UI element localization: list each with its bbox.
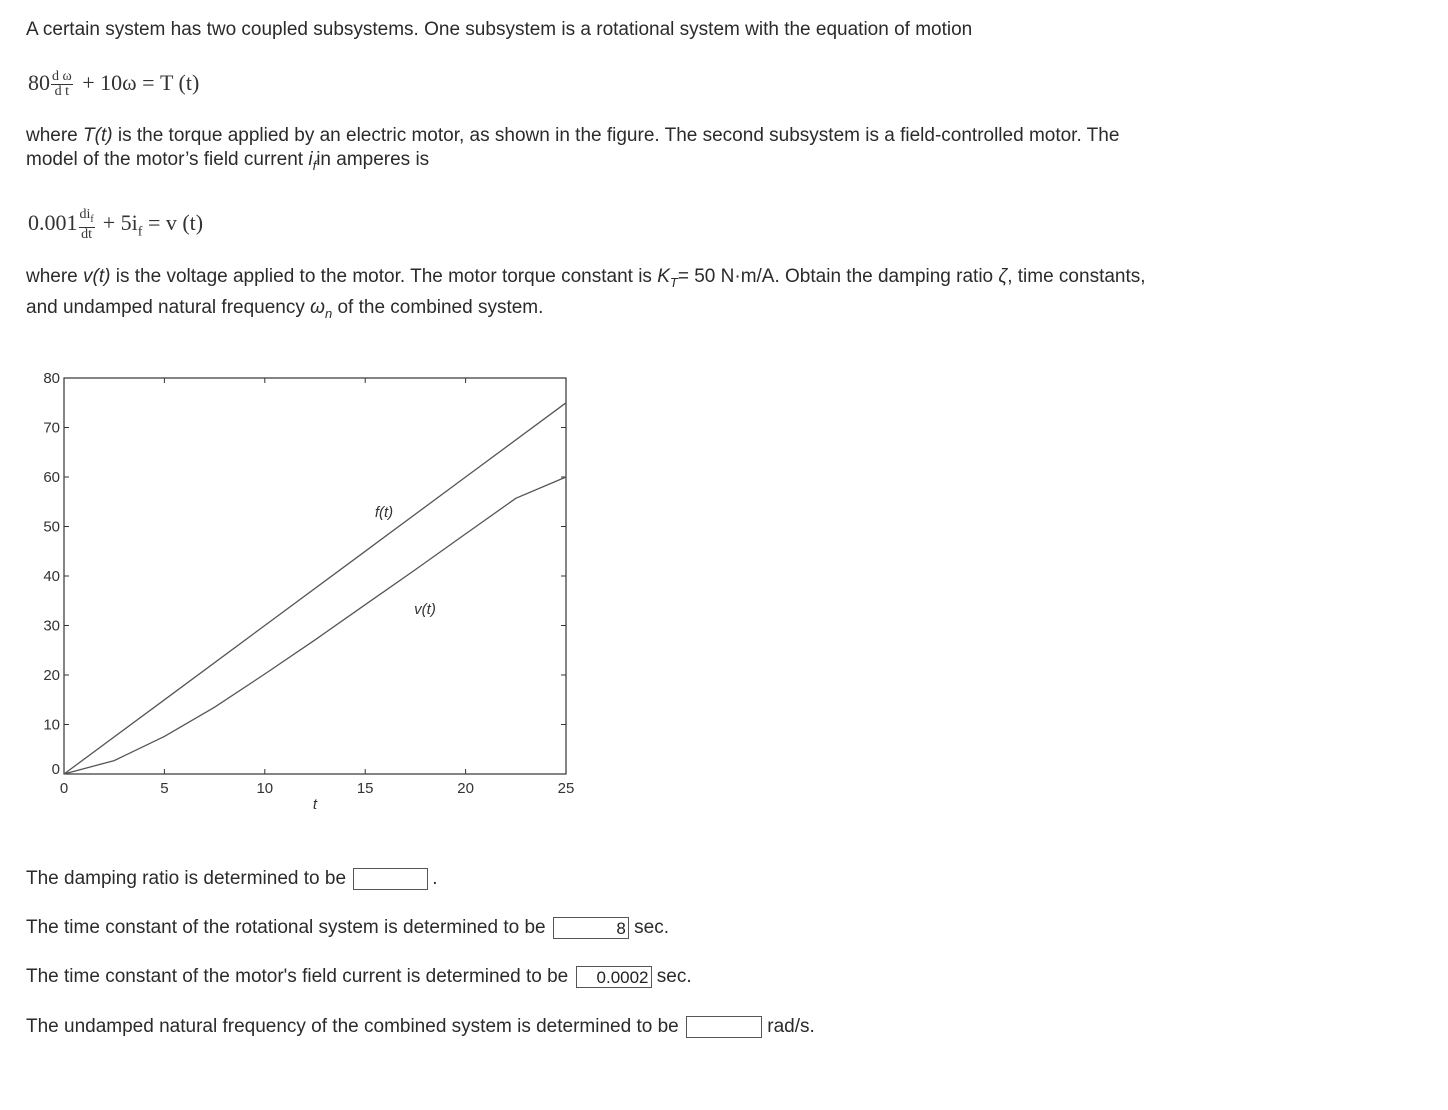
eq2-numerator: $di_f$	[79, 208, 95, 228]
eq2-mid: + 5i	[102, 210, 138, 235]
natural-freq-question: The undamped natural frequency of the combined system is determined to be	[26, 1016, 679, 1037]
answer-row-natural-freq	[26, 1013, 815, 1041]
answer-row-field-tc	[26, 963, 692, 991]
y-tick-label-0: 0	[51, 761, 60, 778]
eq1-rest: + 10ω = T (t)	[82, 70, 200, 95]
series-line-f	[64, 403, 566, 774]
p2-a: where	[26, 125, 84, 146]
p3-omega-symbol: ω	[310, 297, 325, 318]
voltage-paragraph-line1	[26, 265, 1146, 295]
eq1-numerator: d ω	[52, 69, 72, 85]
p2-current-subscript: f	[312, 157, 317, 173]
eq2-coefficient: 0.001	[28, 210, 78, 235]
torque-voltage-chart	[0, 360, 620, 820]
series-label-v: v(t)	[414, 601, 436, 618]
x-tick-label-20: 20	[457, 780, 474, 797]
x-tick-label-10: 10	[256, 780, 274, 797]
plot-frame	[64, 378, 566, 774]
axis-ticks	[64, 378, 566, 774]
field-time-constant-input[interactable]: 0.0002	[576, 966, 652, 988]
x-tick-label-15: 15	[356, 780, 374, 797]
field-tc-unit: sec.	[656, 966, 692, 987]
answer-row-rotational-tc	[26, 914, 669, 942]
damping-ratio-input[interactable]	[353, 868, 428, 890]
intro-text: A certain system has two coupled subsystems. One subsystem is a rotational system with the equation of motion	[26, 19, 973, 40]
answer-row-damping	[26, 865, 438, 893]
x-tick-label-5: 5	[160, 780, 169, 797]
rotational-tc-question: The time constant of the rotational system is determined to be	[26, 917, 546, 938]
field-current-equation	[28, 204, 203, 251]
p3-a: where	[26, 266, 84, 287]
p3-voltage-symbol: v(t)	[83, 266, 111, 287]
x-axis-label: t	[312, 796, 318, 813]
y-tick-label-10: 10	[43, 716, 60, 734]
axis-tick-labels	[43, 370, 574, 797]
torque-paragraph-line2	[26, 148, 429, 178]
damping-period: .	[432, 868, 438, 889]
series-label-f: f(t)	[374, 504, 394, 521]
p2-current-symbol: i	[308, 149, 313, 170]
torque-paragraph-line1	[26, 124, 1119, 148]
p2-d: in amperes is	[316, 149, 430, 170]
y-tick-label-50: 50	[43, 518, 60, 536]
series-line-v	[64, 477, 566, 774]
eq1-derivative	[51, 70, 73, 99]
rotational-time-constant-input[interactable]: 8	[553, 917, 629, 939]
p3-e: and undamped natural frequency	[26, 297, 311, 318]
p3-omega-subscript: n	[324, 305, 333, 321]
y-tick-label-70: 70	[43, 419, 60, 437]
eq1-denominator: d t	[54, 84, 70, 100]
p3-f: of the combined system.	[332, 297, 544, 318]
p3-K-symbol: K	[657, 266, 670, 287]
y-tick-label-20: 20	[43, 667, 60, 684]
field-tc-question: The time constant of the motor's field current is determined to be	[26, 966, 569, 987]
eq2-rest: = v (t)	[142, 210, 204, 235]
p3-K-subscript: T	[669, 274, 678, 290]
x-tick-label-25: 25	[557, 780, 575, 797]
y-tick-label-80: 80	[43, 370, 60, 387]
y-tick-label-60: 60	[43, 469, 60, 486]
p2-c: model of the motor’s field current	[26, 149, 309, 170]
rotational-equation	[28, 66, 199, 100]
p3-d: , time constants,	[1007, 266, 1146, 287]
y-tick-label-30: 30	[43, 617, 60, 635]
natural-frequency-input[interactable]	[686, 1016, 762, 1038]
p2-torque-symbol: T(t)	[83, 125, 113, 146]
natural-freq-unit: rad/s.	[767, 1016, 815, 1037]
eq2-derivative	[79, 208, 95, 242]
p3-b: is the voltage applied to the motor. The motor torque constant is	[110, 266, 658, 287]
rotational-tc-unit: sec.	[634, 917, 670, 938]
eq1-coefficient: 80	[28, 70, 50, 95]
damping-question: The damping ratio is determined to be	[26, 868, 347, 889]
p2-b: is the torque applied by an electric motor, as shown in the figure. The second subsystem is a field-controlled motor. The	[112, 125, 1120, 146]
eq2-mid-subscript: f	[137, 224, 143, 240]
x-tick-label-0: 0	[59, 780, 69, 797]
p3-zeta-symbol: ζ	[998, 266, 1008, 287]
eq2-denominator: dt	[81, 226, 93, 242]
voltage-paragraph-line2	[26, 296, 543, 326]
y-tick-label-40: 40	[43, 568, 60, 585]
p3-c: = 50 N·m/A. Obtain the damping ratio	[677, 266, 999, 287]
data-series	[64, 403, 566, 774]
